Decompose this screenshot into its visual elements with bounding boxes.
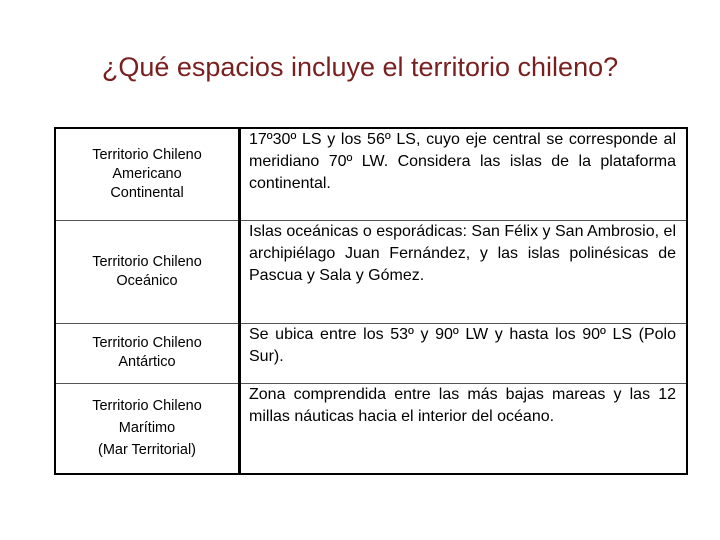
territory-description: 17º30º LS y los 56º LS, cuyo eje central se corresponde al meridiano 70º LW. Considera las islas de la plataforma continental.	[240, 128, 688, 220]
territory-description: Islas oceánicas o esporádicas: San Félix y San Ambrosio, el archipiélago Juan Fernández, y las islas polinésicas de Pascua y Sala y Gómez.	[240, 220, 688, 323]
territory-name-line: Territorio Chileno	[92, 335, 202, 351]
table-row-oceanic	[55, 220, 687, 323]
territory-name-line: Americano	[112, 165, 182, 182]
territory-name-line: (Mar Territorial)	[97, 442, 197, 459]
territory-name-line: Marítimo	[118, 420, 176, 437]
territory-name-line: Antártico	[118, 354, 176, 370]
territory-name-cell	[55, 383, 240, 474]
territory-name-line: Territorio Chileno	[92, 146, 202, 163]
table-row-maritime	[55, 383, 687, 474]
territory-name-line: Territorio Chileno	[92, 398, 202, 415]
territory-description: Se ubica entre los 53º y 90º LW y hasta los 90º LS (Polo Sur).	[240, 323, 688, 383]
territory-name-cell	[55, 323, 240, 383]
territory-name-cell	[55, 128, 240, 220]
territory-table	[54, 127, 688, 475]
territory-name-line: Territorio Chileno	[92, 253, 202, 270]
territory-name-line: Oceánico	[116, 272, 178, 289]
slide-title: ¿Qué espacios incluye el territorio chileno?	[101, 52, 619, 82]
territory-name-line: Continental	[110, 184, 184, 201]
territory-name-cell	[55, 220, 240, 323]
table-row-antarctic	[55, 323, 687, 383]
territory-description: Zona comprendida entre las más bajas mareas y las 12 millas náuticas hacia el interior del océano.	[240, 383, 688, 474]
table-row-continental	[55, 128, 687, 220]
